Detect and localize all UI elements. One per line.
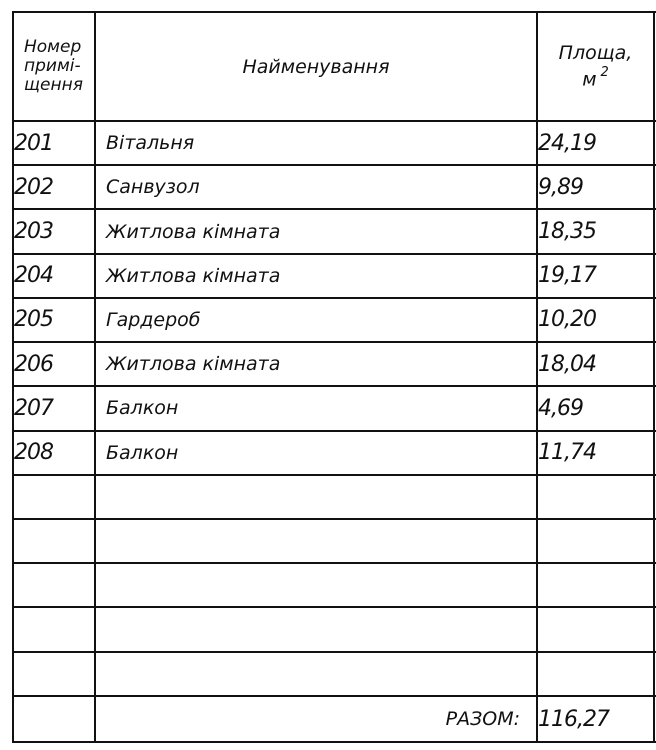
table-row	[13, 607, 656, 651]
room-area-cell: 4,69	[537, 386, 654, 430]
table-row	[13, 121, 656, 165]
table-header-row	[13, 12, 656, 121]
room-name-cell: Санвузол	[95, 165, 537, 209]
room-name-cell: Житлова кімната	[95, 209, 537, 253]
table-row	[13, 165, 656, 209]
table-row	[13, 298, 656, 342]
table-row	[13, 519, 656, 563]
table-row	[13, 254, 656, 298]
header-name: Найменування	[95, 12, 537, 121]
header-area	[537, 12, 654, 121]
room-number-cell	[13, 519, 95, 563]
room-number-cell: 207	[13, 386, 95, 430]
room-name-cell	[95, 475, 537, 519]
table-row	[13, 342, 656, 386]
table-row	[13, 652, 656, 696]
room-number-cell	[13, 563, 95, 607]
room-name-cell: Житлова кімната	[95, 254, 537, 298]
header-room-number-line: Номер	[24, 37, 82, 57]
room-number-cell: 205	[13, 298, 95, 342]
room-number-cell	[13, 607, 95, 651]
header-area-sup: 2	[600, 65, 609, 81]
room-area-cell	[537, 652, 654, 696]
room-area-cell: 9,89	[537, 165, 654, 209]
room-name-cell: Балкон	[95, 386, 537, 430]
total-row	[13, 696, 656, 742]
room-number-cell: 206	[13, 342, 95, 386]
room-number-cell: 202	[13, 165, 95, 209]
table-row	[13, 209, 656, 253]
total-value: 116,27	[537, 696, 654, 742]
room-name-cell: Житлова кімната	[95, 342, 537, 386]
room-area-cell	[537, 519, 654, 563]
room-schedule-table	[12, 11, 656, 743]
room-name-cell	[95, 607, 537, 651]
room-name-cell: Балкон	[95, 431, 537, 475]
table-row	[13, 475, 656, 519]
room-area-cell	[537, 475, 654, 519]
room-area-cell	[537, 563, 654, 607]
room-number-cell	[13, 652, 95, 696]
room-name-cell	[95, 563, 537, 607]
room-area-cell	[537, 607, 654, 651]
room-area-cell: 24,19	[537, 121, 654, 165]
room-name-cell: Вітальня	[95, 121, 537, 165]
total-label: РАЗОМ:	[95, 696, 537, 742]
room-number-cell: 204	[13, 254, 95, 298]
room-name-cell: Гардероб	[95, 298, 537, 342]
room-number-cell: 208	[13, 431, 95, 475]
room-number-cell: 201	[13, 121, 95, 165]
room-area-cell: 19,17	[537, 254, 654, 298]
room-area-cell: 18,35	[537, 209, 654, 253]
total-empty-cell	[13, 696, 95, 742]
header-area-label: Площа,	[558, 42, 633, 65]
room-name-cell	[95, 652, 537, 696]
room-number-cell: 203	[13, 209, 95, 253]
room-area-cell: 18,04	[537, 342, 654, 386]
header-room-number-line: щення	[24, 75, 83, 95]
table-row	[13, 386, 656, 430]
room-area-cell: 10,20	[537, 298, 654, 342]
room-number-cell	[13, 475, 95, 519]
header-area-unit: м	[582, 68, 597, 91]
table-row	[13, 431, 656, 475]
table-row	[13, 563, 656, 607]
header-room-number	[13, 12, 95, 121]
header-room-number-line: примі-	[24, 56, 81, 76]
room-area-cell: 11,74	[537, 431, 654, 475]
room-name-cell	[95, 519, 537, 563]
